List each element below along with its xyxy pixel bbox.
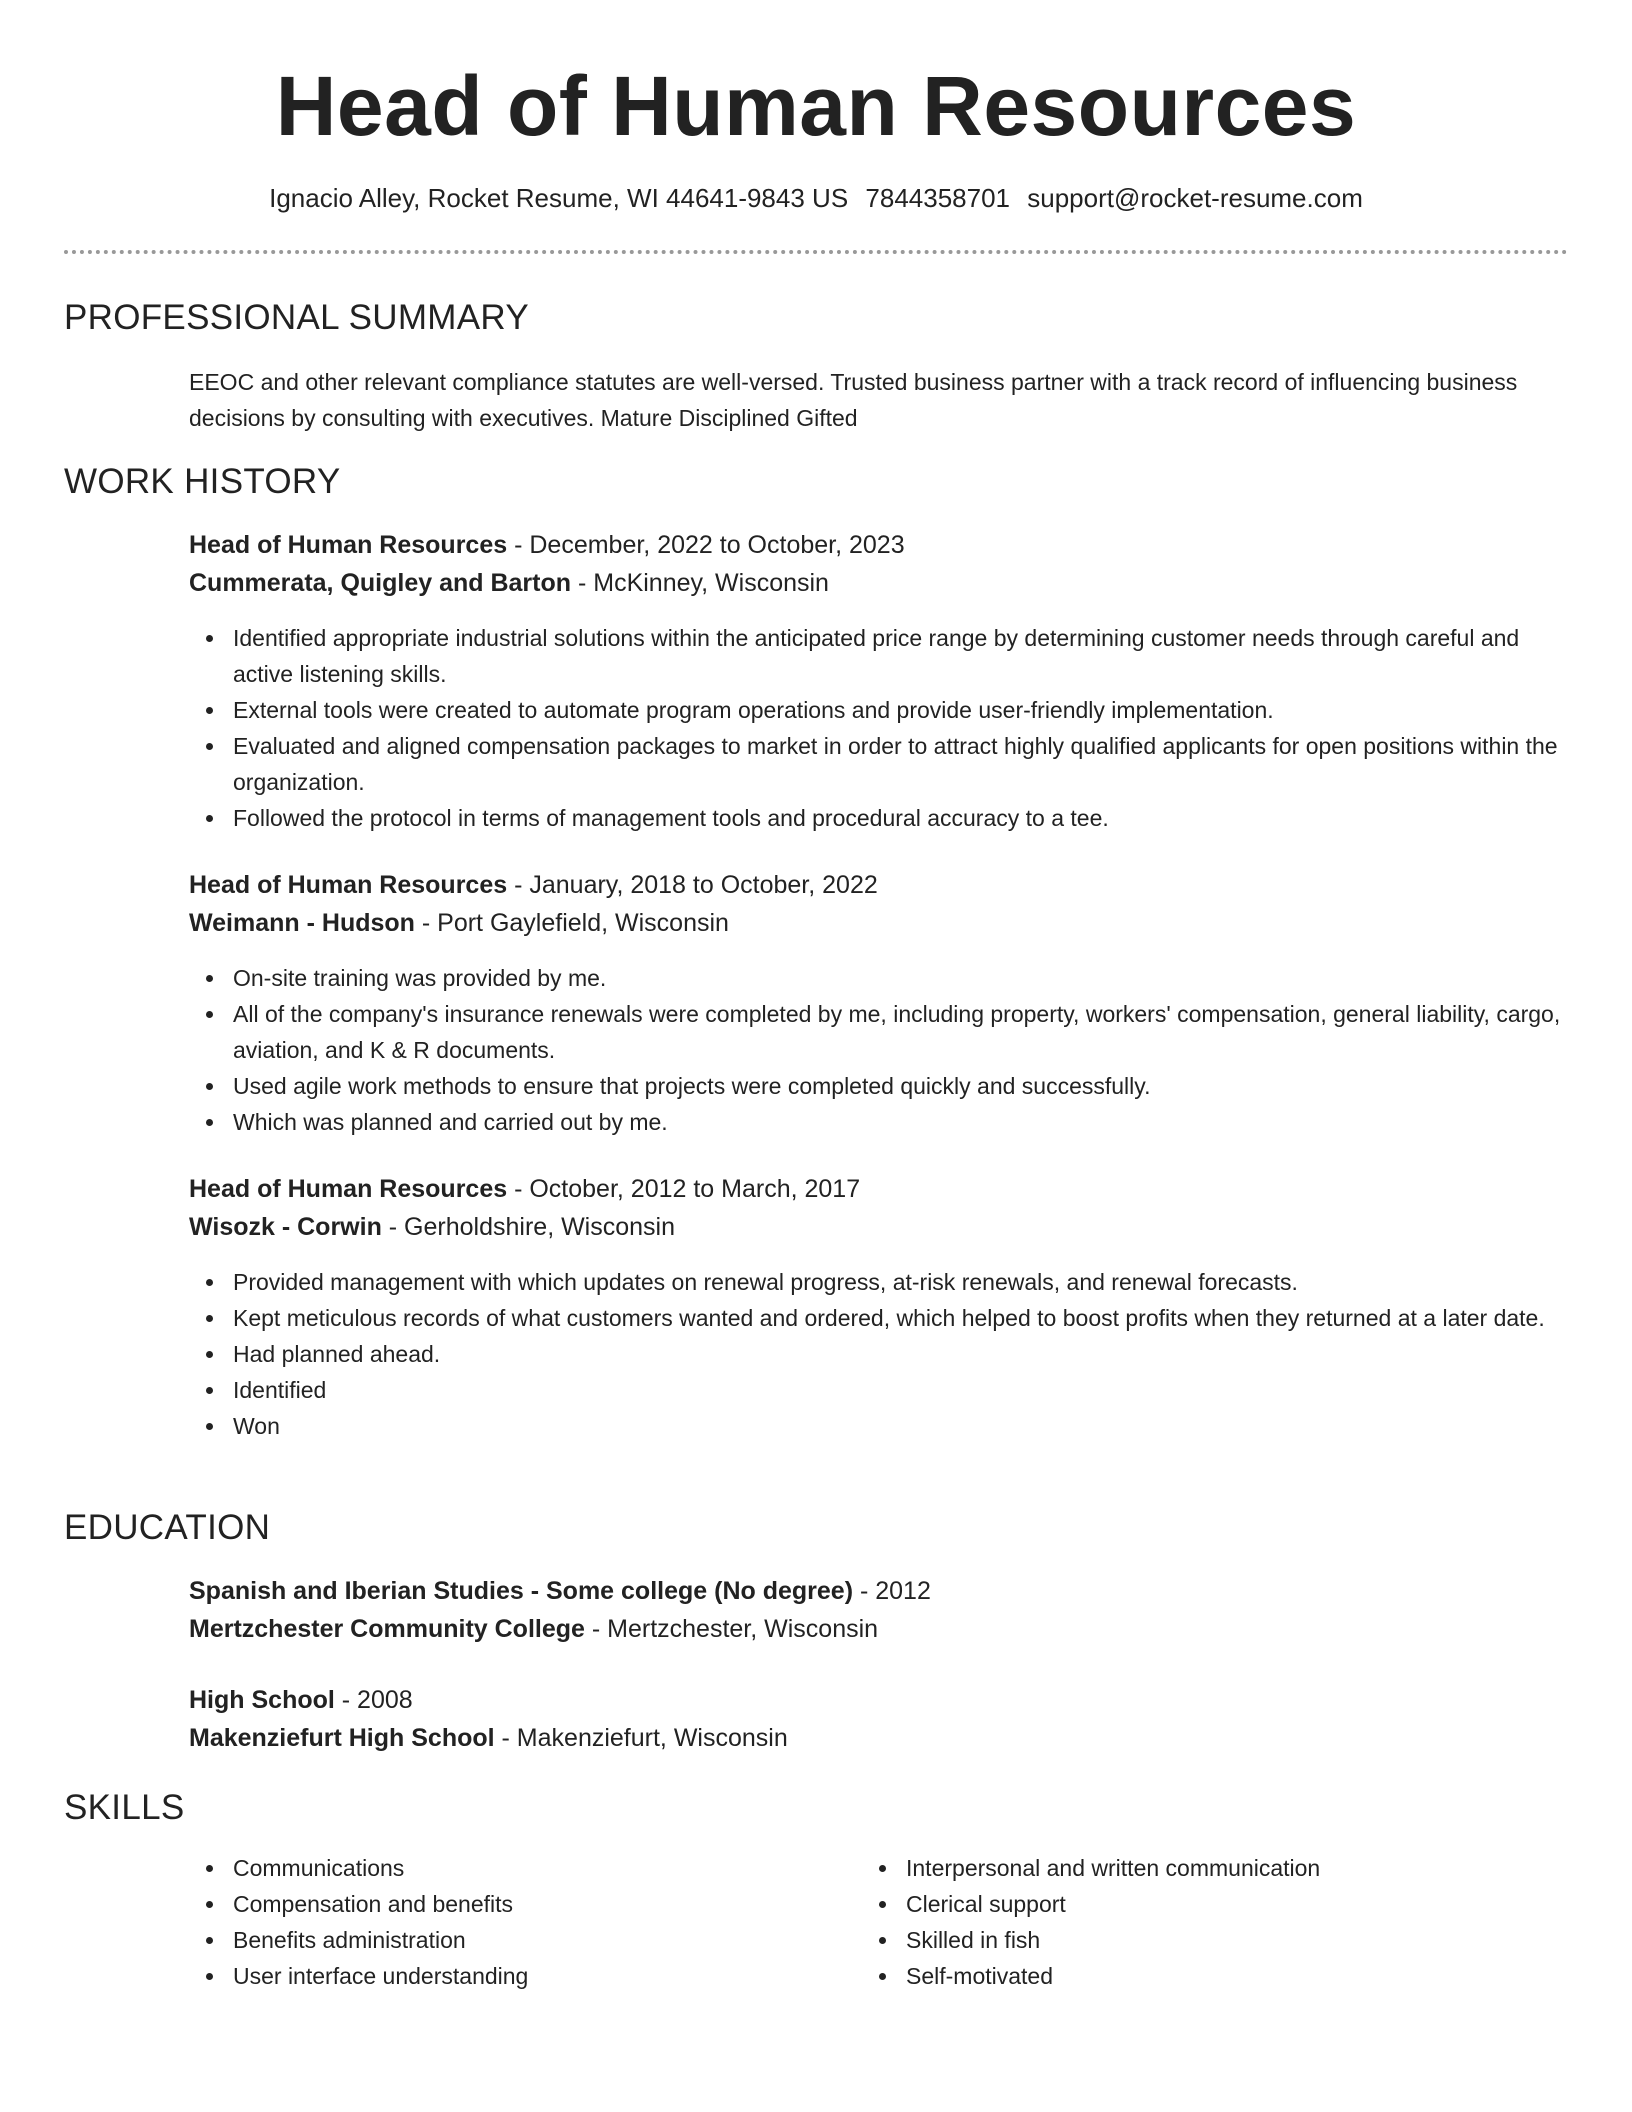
list-item: Benefits administration (189, 1922, 829, 1958)
education-school-line (189, 1610, 878, 1648)
job-bullets (189, 960, 1569, 1140)
education-location: - Mertzchester, Wisconsin (584, 1615, 879, 1643)
job-bullets (189, 1264, 1569, 1444)
job-company: Wisozk - Corwin (189, 1213, 382, 1241)
job-bullets (189, 620, 1569, 836)
job-dates: - December, 2022 to October, 2023 (507, 531, 905, 559)
section-title-summary: PROFESSIONAL SUMMARY (64, 298, 529, 337)
education-year: - 2012 (853, 1577, 931, 1605)
list-item: Communications (189, 1850, 829, 1886)
list-item: Followed the protocol in terms of management tools and procedural accuracy to a tee. (189, 800, 1569, 836)
job-title-line (189, 526, 905, 564)
list-item: Won (189, 1408, 1569, 1444)
job-location: - Port Gaylefield, Wisconsin (414, 909, 729, 937)
job-title-line (189, 866, 878, 904)
list-item: Which was planned and carried out by me. (189, 1104, 1569, 1140)
job-location: - McKinney, Wisconsin (571, 569, 829, 597)
list-item: Kept meticulous records of what customers wanted and ordered, which helped to boost profits when they returned at a later date. (189, 1300, 1569, 1336)
candidate-name: Head of Human Resources (275, 59, 1357, 153)
education-school-line (189, 1719, 788, 1757)
job-dates: - January, 2018 to October, 2022 (507, 871, 878, 899)
list-item: User interface understanding (189, 1958, 829, 1994)
education-degree: High School (189, 1686, 335, 1714)
list-item: All of the company's insurance renewals were completed by me, including property, workers' compensation, general liability, cargo, aviation, and K & R documents. (189, 996, 1569, 1068)
section-title-skills: SKILLS (64, 1788, 185, 1827)
list-item: Used agile work methods to ensure that projects were completed quickly and successfully. (189, 1068, 1569, 1104)
list-item: Interpersonal and written communication (862, 1850, 1562, 1886)
list-item: Compensation and benefits (189, 1886, 829, 1922)
contact-email: support@rocket-resume.com (1027, 183, 1363, 213)
job-company: Weimann - Hudson (189, 909, 415, 937)
job-company: Cummerata, Quigley and Barton (189, 569, 572, 597)
job-dates: - October, 2012 to March, 2017 (507, 1175, 861, 1203)
job-role: Head of Human Resources (189, 871, 508, 899)
education-degree-line (189, 1681, 413, 1719)
section-title-work-history: WORK HISTORY (64, 462, 341, 501)
list-item: Skilled in fish (862, 1922, 1562, 1958)
list-item: Had planned ahead. (189, 1336, 1569, 1372)
job-role: Head of Human Resources (189, 531, 508, 559)
list-item: Provided management with which updates on renewal progress, at-risk renewals, and renewal forecasts. (189, 1264, 1569, 1300)
skills-list-right (862, 1850, 1562, 1994)
education-degree: Spanish and Iberian Studies - Some college (No degree) (189, 1577, 854, 1605)
education-school: Mertzchester Community College (189, 1615, 585, 1643)
job-title-line (189, 1170, 860, 1208)
list-item: On-site training was provided by me. (189, 960, 1569, 996)
list-item: External tools were created to automate program operations and provide user-friendly implementation. (189, 692, 1569, 728)
section-title-education: EDUCATION (64, 1508, 271, 1547)
education-year: - 2008 (334, 1686, 413, 1714)
contact-phone: 7844358701 (865, 183, 1011, 213)
contact-line (0, 178, 1632, 218)
contact-address: Ignacio Alley, Rocket Resume, WI 44641-9843 US (269, 183, 849, 213)
list-item: Identified (189, 1372, 1569, 1408)
job-company-line (189, 904, 729, 942)
summary-text: EEOC and other relevant compliance statutes are well-versed. Trusted business partner with a track record of influencing business decisions by consulting with executives. Mature Disciplined Gifted (189, 369, 1518, 431)
job-location: - Gerholdshire, Wisconsin (381, 1213, 675, 1241)
job-company-line (189, 1208, 675, 1246)
list-item: Clerical support (862, 1886, 1562, 1922)
education-school: Makenziefurt High School (189, 1724, 495, 1752)
skills-list-left (189, 1850, 829, 1994)
list-item: Evaluated and aligned compensation packages to market in order to attract highly qualified applicants for open positions within the organization. (189, 728, 1569, 800)
list-item: Identified appropriate industrial solutions within the anticipated price range by determining customer needs through careful and active listening skills. (189, 620, 1569, 692)
education-degree-line (189, 1572, 931, 1610)
list-item: Self-motivated (862, 1958, 1562, 1994)
job-company-line (189, 564, 829, 602)
education-location: - Makenziefurt, Wisconsin (494, 1724, 788, 1752)
header-divider (64, 250, 1568, 254)
job-role: Head of Human Resources (189, 1175, 508, 1203)
